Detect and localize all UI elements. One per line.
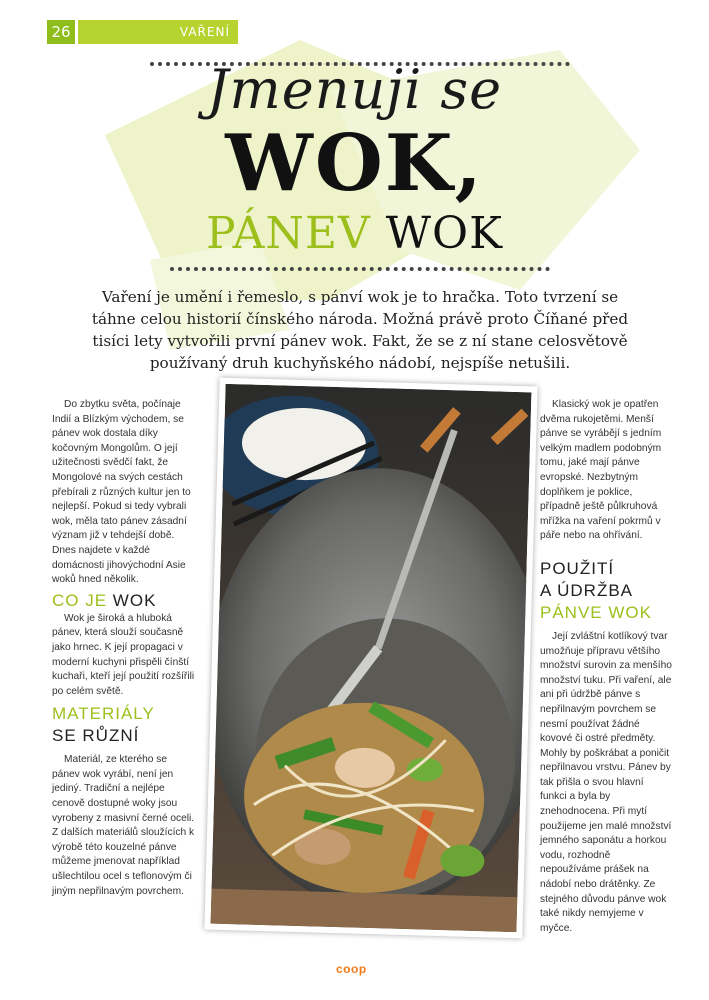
subheading-materialy: MATERIÁLY [52, 704, 155, 724]
section-bar [78, 20, 238, 44]
subheading-co-je-wok [52, 590, 196, 612]
subheading-se-ruzni: SE RŮZNÍ [52, 726, 140, 746]
left-column [52, 398, 196, 899]
wok-photo [204, 378, 537, 939]
title-wok: WOK [385, 208, 503, 259]
page-number: 26 [47, 20, 75, 44]
lead-paragraph: Vaření je umění i řemeslo, s pánví wok je to hračka. Toto tvrzení se táhne celou historií čínského národa. Možná právě proto Číňané před tisíci lety vytvořili první pánev wok. Fakt, že se z ní stane celosvětově používaný druh kuchyňského nádobí, nejspíše netušili. [91, 288, 629, 372]
left-intro: Do zbytku světa, počínaje Indií a Blízkým východem, se pánev wok dostala díky kočovným Mongolům. O její užitečnosti svědčí fakt, že Mongolové na svých cestách přebírali z různých kultur jen to nejlepší. Pokud si tedy vybrali wok, měla tato pánev zásadní význam již v tehdejší době. Dnes najdete v každé domácnosti jihovýchodní Asie woků hned několik. [52, 399, 191, 586]
dotted-divider-bottom [170, 267, 550, 271]
title-line-2: WOK, [225, 118, 484, 209]
title-line-3 [0, 208, 709, 259]
right-intro: Klasický wok je opatřen dvěma rukojetěmi. Menší pánve se vyrábějí s jedním velkým madlem podobným tomu, jaké mají pánve evropské. Nezbytným doplňkem je poklice, případně ještě půlkruhová mřížka na vaření pokrmů v páře nebo na ohřívání. [540, 399, 662, 542]
co-je-text: Wok je široká a hluboká pánev, která slouží současně jako hrnec. K její propagaci v moderní kuchyni přispěli čínští kuchaři, kteří její použití rozšířili po celém světě. [52, 612, 195, 697]
title-line-1: Jmenuji se [206, 58, 503, 121]
section-label: VAŘENÍ [179, 25, 230, 39]
materialy-text: Materiál, ze kterého se pánev wok vyrábí, není jen jediný. Tradiční a nejlépe cenově dostupné woky jsou vyrobeny z masivní černé oceli. Z dalších materiálů sloužících k výrobě této kouzelné pánve můžeme jmenovat například ušlechtilou ocel s teflonovým či jiným nepřilnavým povrchem. [52, 754, 195, 897]
subheading-panve-wok: PÁNVE WOK [540, 602, 652, 622]
pouziti-text: Její zvláštní kotlíkový tvar umožňuje přípravu většího množství surovin za menšího množství tuku. Při vaření, ale ani při údržbě pánve s nepřilnavým povrchem se nesmí používat žádné kovové či ostré předměty. Mohly by poškrábat a poničit nepřilnavou vrstvu. Pánev by tak přišla o svou hlavní funkci a byla by znehodnocena. Při mytí použijeme jen malé množství jemného saponátu a horkou vodu, rozhodně nepoužíváme prášek na nádobí nebo drátěnky. Ze stejného důvodu pánve wok také nikdy nemyjeme v myčce. [540, 630, 672, 934]
title-pánev: PÁNEV [206, 208, 371, 259]
coop-logo: coop [336, 962, 367, 976]
subheading-green: CO JE [52, 590, 108, 610]
subheading-dark: WOK [112, 590, 157, 610]
right-column [540, 398, 672, 936]
subheading-pouziti: POUŽITÍ [540, 558, 615, 578]
wok-stir-fry-image [211, 384, 532, 932]
subheading-a-udrzba: A ÚDRŽBA [540, 580, 634, 600]
